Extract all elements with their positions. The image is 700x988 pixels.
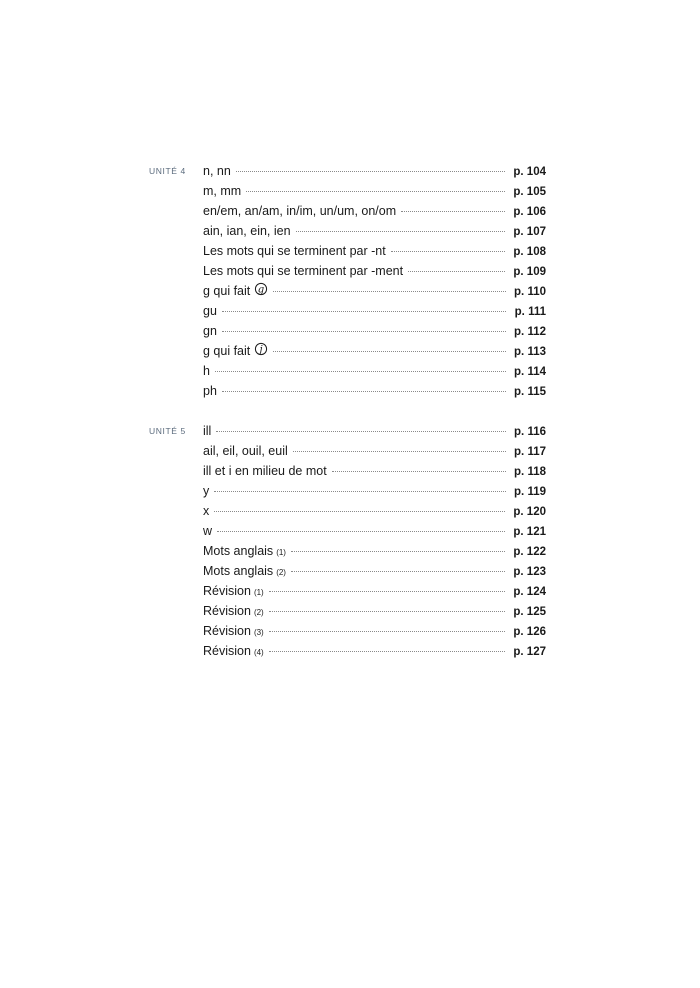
entry-note: (3) (253, 628, 264, 637)
dot-leader (214, 511, 505, 512)
entry-title (203, 621, 264, 643)
entry-title-text: Révision (203, 624, 251, 638)
entry-page: p. 118 (514, 466, 546, 478)
unit-label: UNITÉ 4 (149, 166, 186, 176)
entry-title-text: Mots anglais (203, 544, 274, 558)
entry-title: en/em, an/am, in/im, un/um, on/om (203, 204, 397, 218)
entry-page: p. 111 (514, 306, 546, 318)
entry-page: p. 109 (513, 266, 546, 278)
toc-entry[interactable] (203, 621, 546, 641)
dot-leader (391, 251, 506, 252)
dot-leader (222, 331, 506, 332)
toc-entry[interactable] (203, 541, 546, 561)
entry-page: p. 114 (514, 366, 546, 378)
entry-note: (2) (253, 608, 264, 617)
toc-entry[interactable] (203, 261, 546, 281)
entry-title: ph (203, 384, 217, 398)
entry-page: p. 115 (514, 386, 546, 398)
toc-entry[interactable] (203, 501, 546, 521)
entry-page: p. 125 (513, 606, 546, 618)
dot-leader (246, 191, 505, 192)
toc-entry[interactable] (203, 241, 546, 261)
toc-entry[interactable] (203, 461, 546, 481)
dot-leader (408, 271, 505, 272)
entry-page: p. 112 (514, 326, 546, 338)
dot-leader (217, 531, 505, 532)
toc-entry[interactable] (203, 321, 546, 341)
toc-entry[interactable] (203, 561, 546, 581)
entry-note: (2) (276, 568, 286, 577)
toc-entries (203, 421, 546, 661)
entry-page: p. 106 (513, 206, 546, 218)
unit-label: UNITÉ 5 (149, 426, 186, 436)
toc-entry[interactable] (203, 381, 546, 401)
dot-leader (269, 631, 506, 632)
toc-entry[interactable] (203, 221, 546, 241)
entry-page: p. 108 (513, 246, 546, 258)
toc-entry[interactable] (203, 281, 546, 301)
entry-note: (4) (253, 648, 264, 657)
toc-entry[interactable] (203, 341, 546, 361)
entry-title (203, 541, 286, 563)
entry-title: x (203, 504, 210, 518)
entry-title-text: Révision (203, 644, 251, 658)
dot-leader (214, 491, 506, 492)
toc-entry[interactable] (203, 581, 546, 601)
toc-entry[interactable] (203, 181, 546, 201)
toc-entry[interactable] (203, 161, 546, 181)
dot-leader (236, 171, 506, 172)
toc-entry[interactable] (203, 441, 546, 461)
toc-entry[interactable] (203, 601, 546, 621)
entry-title (203, 341, 268, 365)
cursive-j-sound-icon (254, 342, 268, 365)
dot-leader (273, 291, 506, 292)
cursive-g-sound-icon (254, 282, 268, 305)
entry-title: y (203, 484, 210, 498)
entry-title: ill (203, 424, 212, 438)
entry-title: ill et i en milieu de mot (203, 464, 327, 478)
entry-title-text: Mots anglais (203, 564, 274, 578)
toc-entry[interactable] (203, 201, 546, 221)
entry-page: p. 122 (513, 546, 546, 558)
entry-title (203, 601, 264, 623)
entry-title: ail, eil, ouil, euil (203, 444, 288, 458)
entry-title-text: g qui fait (203, 284, 251, 298)
dot-leader (296, 231, 506, 232)
svg-text:j: j (259, 344, 263, 356)
dot-leader (269, 611, 506, 612)
entry-title: n, nn (203, 164, 231, 178)
toc-entry[interactable] (203, 641, 546, 661)
entry-title: gu (203, 304, 217, 318)
entry-title-text: g qui fait (203, 344, 251, 358)
dot-leader (293, 451, 506, 452)
toc-entry[interactable] (203, 421, 546, 441)
entry-page: p. 120 (513, 506, 546, 518)
dot-leader (215, 371, 506, 372)
entry-title (203, 581, 264, 603)
entry-page: p. 116 (514, 426, 546, 438)
entry-page: p. 117 (514, 446, 546, 458)
toc-entry[interactable] (203, 521, 546, 541)
entry-page: p. 107 (513, 226, 546, 238)
dot-leader (216, 431, 506, 432)
dot-leader (222, 391, 506, 392)
entry-title: Les mots qui se terminent par -ment (203, 264, 404, 278)
dot-leader (401, 211, 505, 212)
entry-page: p. 121 (513, 526, 546, 538)
entry-title-text: Révision (203, 604, 251, 618)
entry-page: p. 124 (513, 586, 546, 598)
entry-title: ain, ian, ein, ien (203, 224, 291, 238)
entry-title-text: Révision (203, 584, 251, 598)
entry-page: p. 126 (513, 626, 546, 638)
entry-title: m, mm (203, 184, 242, 198)
entry-page: p. 110 (514, 286, 546, 298)
entry-page: p. 113 (514, 346, 546, 358)
entry-title: Les mots qui se terminent par -nt (203, 244, 386, 258)
entry-page: p. 127 (513, 646, 546, 658)
dot-leader (269, 651, 506, 652)
dot-leader (222, 311, 506, 312)
dot-leader (269, 591, 506, 592)
dot-leader (291, 551, 505, 552)
entry-title: w (203, 524, 213, 538)
entry-note: (1) (276, 548, 286, 557)
entry-title: gn (203, 324, 217, 338)
entry-title (203, 641, 264, 663)
toc-entry[interactable] (203, 481, 546, 501)
entry-page: p. 123 (513, 566, 546, 578)
dot-leader (291, 571, 505, 572)
entry-title: h (203, 364, 210, 378)
entry-title (203, 561, 286, 583)
entry-note: (1) (253, 588, 264, 597)
svg-text:g: g (258, 284, 265, 296)
entry-page: p. 104 (513, 166, 546, 178)
dot-leader (332, 471, 506, 472)
entry-page: p. 119 (514, 486, 546, 498)
toc-entries (203, 161, 546, 401)
dot-leader (273, 351, 506, 352)
entry-page: p. 105 (513, 186, 546, 198)
